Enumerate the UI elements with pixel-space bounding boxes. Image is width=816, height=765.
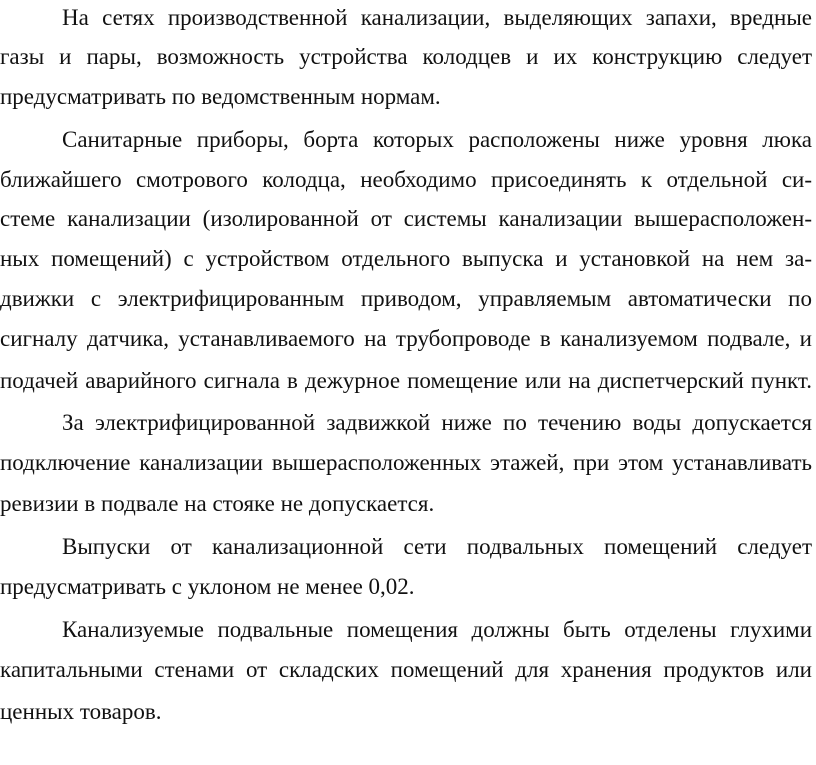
text-line: подачей аварийного сигнала в дежурное помещение или на диспетчерский пункт. — [0, 368, 812, 393]
text-line: За электрифицированной задвижкой ниже по течению воды допускается — [62, 410, 812, 435]
text-line: Выпуски от канализационной сети подвальных помещений следует — [62, 534, 812, 559]
text-line: предусматривать с уклоном не менее 0,02. — [0, 574, 415, 599]
text-line: подключение канализации вышерасположенных этажей, при этом устанавливать — [0, 450, 812, 475]
text-line: ревизии в подвале на стояке не допускается. — [0, 491, 435, 516]
text-line: сигналу датчика, устанавливаемого на трубопроводе в канализуемом подвале, и — [0, 326, 812, 351]
text-line: ценных товаров. — [0, 699, 162, 724]
text-line: Санитарные приборы, борта которых расположены ниже уровня люка — [62, 127, 812, 152]
text-line: ближайшего смотрового колодца, необходимо присоединять к отдельной си- — [0, 167, 812, 192]
text-line: На сетях производственной канализации, выделяющих запахи, вредные — [62, 5, 812, 30]
text-line: стеме канализации (изолированной от системы канализации вышерасположен- — [0, 206, 812, 231]
text-line: ных помещений) с устройством отдельного выпуска и установкой на нем за- — [0, 246, 812, 271]
text-line: предусматривать по ведомственным нормам. — [0, 84, 441, 109]
text-line: газы и пары, возможность устройства колодцев и их конструкцию следует — [0, 44, 812, 69]
text-line: Канализуемые подвальные помещения должны быть отделены глухими — [62, 617, 812, 642]
text-line: капитальными стенами от складских помещений для хранения продуктов или — [0, 657, 812, 682]
text-line: движки с электрифицированным приводом, управляемым автоматически по — [0, 286, 812, 311]
